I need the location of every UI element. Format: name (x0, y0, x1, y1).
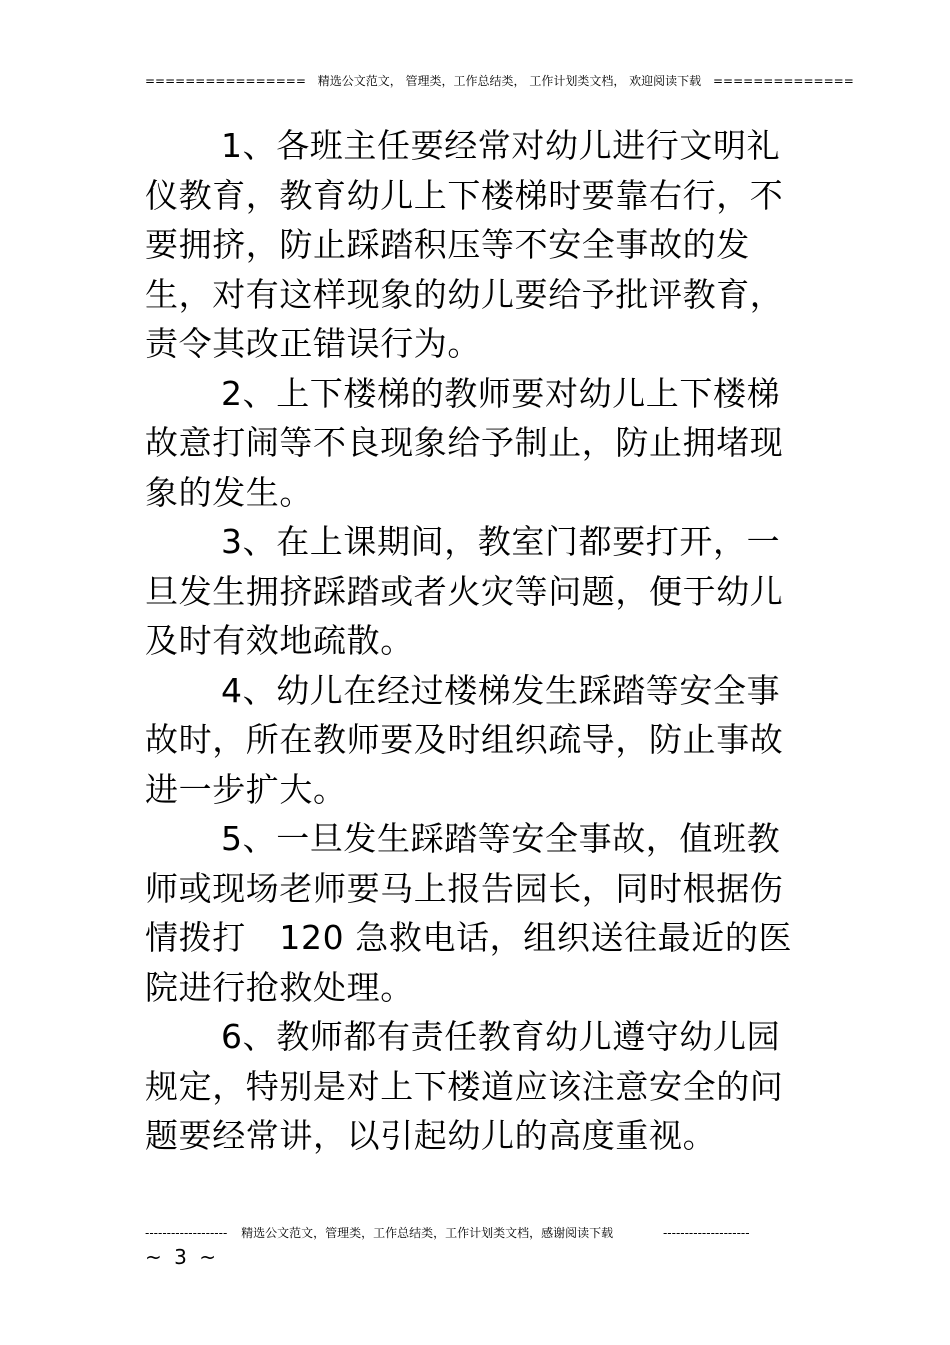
footer-left-rule: ------------------- (145, 1226, 228, 1240)
paragraph-4: 4、幼儿在经过楼梯发生踩踏等安全事故时，所在教师要及时组织疏导，防止事故进一步扩大。 (145, 670, 784, 809)
paragraph-2: 2、上下楼梯的教师要对幼儿上下楼梯故意打闹等不良现象给予制止，防止拥堵现象的发生。 (145, 373, 784, 512)
header-text: 精选公文范文， 管理类，工作总结类， 工作计划类文档， 欢迎阅读下载 (317, 74, 702, 88)
document-body (145, 121, 795, 1161)
page-footer (145, 1224, 785, 1242)
footer-text: 精选公文范文，管理类，工作总结类，工作计划类文档，感谢阅读下载 (241, 1226, 614, 1240)
page-number: ~ 3 ~ (145, 1245, 219, 1269)
header-left-rule: ================ (145, 74, 306, 88)
header-right-rule: ============== (712, 74, 854, 88)
page-header (145, 72, 854, 90)
paragraph-5: 5、一旦发生踩踏等安全事故，值班教师或现场老师要马上报告园长，同时根据伤情拨打 120 急救电话，组织送往最近的医院进行抢救处理。 (145, 819, 793, 1007)
paragraph-6: 6、教师都有责任教育幼儿遵守幼儿园规定，特别是对上下楼道应该注意安全的问题要经常讲，以引起幼儿的高度重视。 (145, 1017, 784, 1155)
footer-right-rule: -------------------- (662, 1226, 750, 1240)
paragraph-1: 1、各班主任要经常对幼儿进行文明礼仪教育，教育幼儿上下楼梯时要靠右行，不要拥挤，防止踩踏积压等不安全事故的发生，对有这样现象的幼儿要给予批评教育，责令其改正错误行为。 (145, 126, 784, 363)
paragraph-3: 3、在上课期间，教室门都要打开，一旦发生拥挤踩踏或者火灾等问题，便于幼儿及时有效地疏散。 (145, 522, 784, 660)
